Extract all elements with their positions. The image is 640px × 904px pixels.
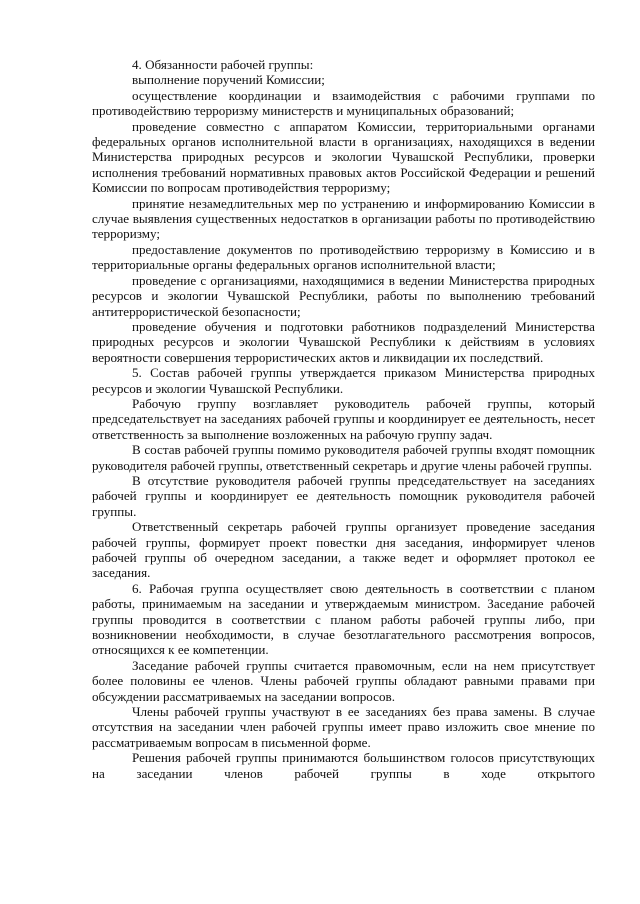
paragraph-decisions: Решения рабочей группы принимаются большинством голосов присутствующих на заседании членов рабочей группы в ходе открытого <box>92 750 595 781</box>
paragraph-secretary: Ответственный секретарь рабочей группы организует проведение заседания рабочей группы, формирует проект повестки дня заседания, информирует членов рабочей группы об очередном заседании, а также ведет и оформляет протокол ее заседания. <box>92 519 595 581</box>
paragraph-group-composition: В состав рабочей группы помимо руководителя рабочей группы входят помощник руководителя рабочей группы, ответственный секретарь и другие члены рабочей группы. <box>92 442 595 473</box>
paragraph-leader-absence: В отсутствие руководителя рабочей группы председательствует на заседаниях рабочей группы и координирует ее деятельность помощник руководителя рабочей группы. <box>92 472 595 519</box>
paragraph-section-5: 5. Состав рабочей группы утверждается приказом Министерства природных ресурсов и экологии Чувашской Республики. <box>92 365 595 396</box>
paragraph-duty-1: выполнение поручений Комиссии; <box>132 72 325 88</box>
paragraph-quorum: Заседание рабочей группы считается правомочным, если на нем присутствует более половины ее членов. Члены рабочей группы обладают равными правами при обсуждении рассматриваемых на заседании вопросов. <box>92 657 595 704</box>
paragraph-group-leader: Рабочую группу возглавляет руководитель рабочей группы, который председательствует на заседаниях рабочей группы и координирует ее деятельность, несет ответственность за выполнение возложенных на рабочую группу задач. <box>92 395 595 442</box>
document-page <box>92 57 595 781</box>
paragraph-duty-7: проведение обучения и подготовки работников подразделений Министерства природных ресурсов и экологии Чувашской Республики к действиям в условиях вероятности совершения террористических актов и ликвидации их последствий. <box>92 318 595 365</box>
paragraph-section-4-heading: 4. Обязанности рабочей группы: <box>132 57 314 72</box>
paragraph-duty-3: проведение совместно с аппаратом Комиссии, территориальными органами федеральных органов исполнительной власти в организациях, находящихся в ведении Министерства природных ресурсов и экологии Чувашской Республики, проверки исполнения требований нормативных правовых актов Российской Федерации и решений Комиссии по вопросам противодействия терроризму; <box>92 118 595 196</box>
paragraph-duty-5: предоставление документов по противодействию терроризму в Комиссию и в территориальные органы федеральных органов исполнительной власти; <box>92 241 595 273</box>
paragraph-duty-4: принятие незамедлительных мер по устранению и информированию Комиссии в случае выявления существенных недостатков в организации работы по противодействию терроризму; <box>92 195 595 242</box>
paragraph-section-6: 6. Рабочая группа осуществляет свою деятельность в соответствии с планом работы, принимаемым на заседании и утверждаемым министром. Заседание рабочей группы проводится в соответствии с планом работы рабочей группы либо, при возникновении необходимости, в случае безотлагательного рассмотрения вопросов, относящихся к ее компетенции. <box>92 580 595 658</box>
paragraph-duty-6: проведение с организациями, находящимися в ведении Министерства природных ресурсов и экологии Чувашской Республики, работы по выполнению требований антитеррористической безопасности; <box>92 272 595 319</box>
paragraph-duty-2: осуществление координации и взаимодействия с рабочими группами по противодействию терроризму министерств и муниципальных образований; <box>92 87 595 119</box>
paragraph-member-participation: Члены рабочей группы участвуют в ее заседаниях без права замены. В случае отсутствия на заседании член рабочей группы имеет право изложить свое мнение по рассматриваемым вопросам в письменной форме. <box>92 704 595 750</box>
